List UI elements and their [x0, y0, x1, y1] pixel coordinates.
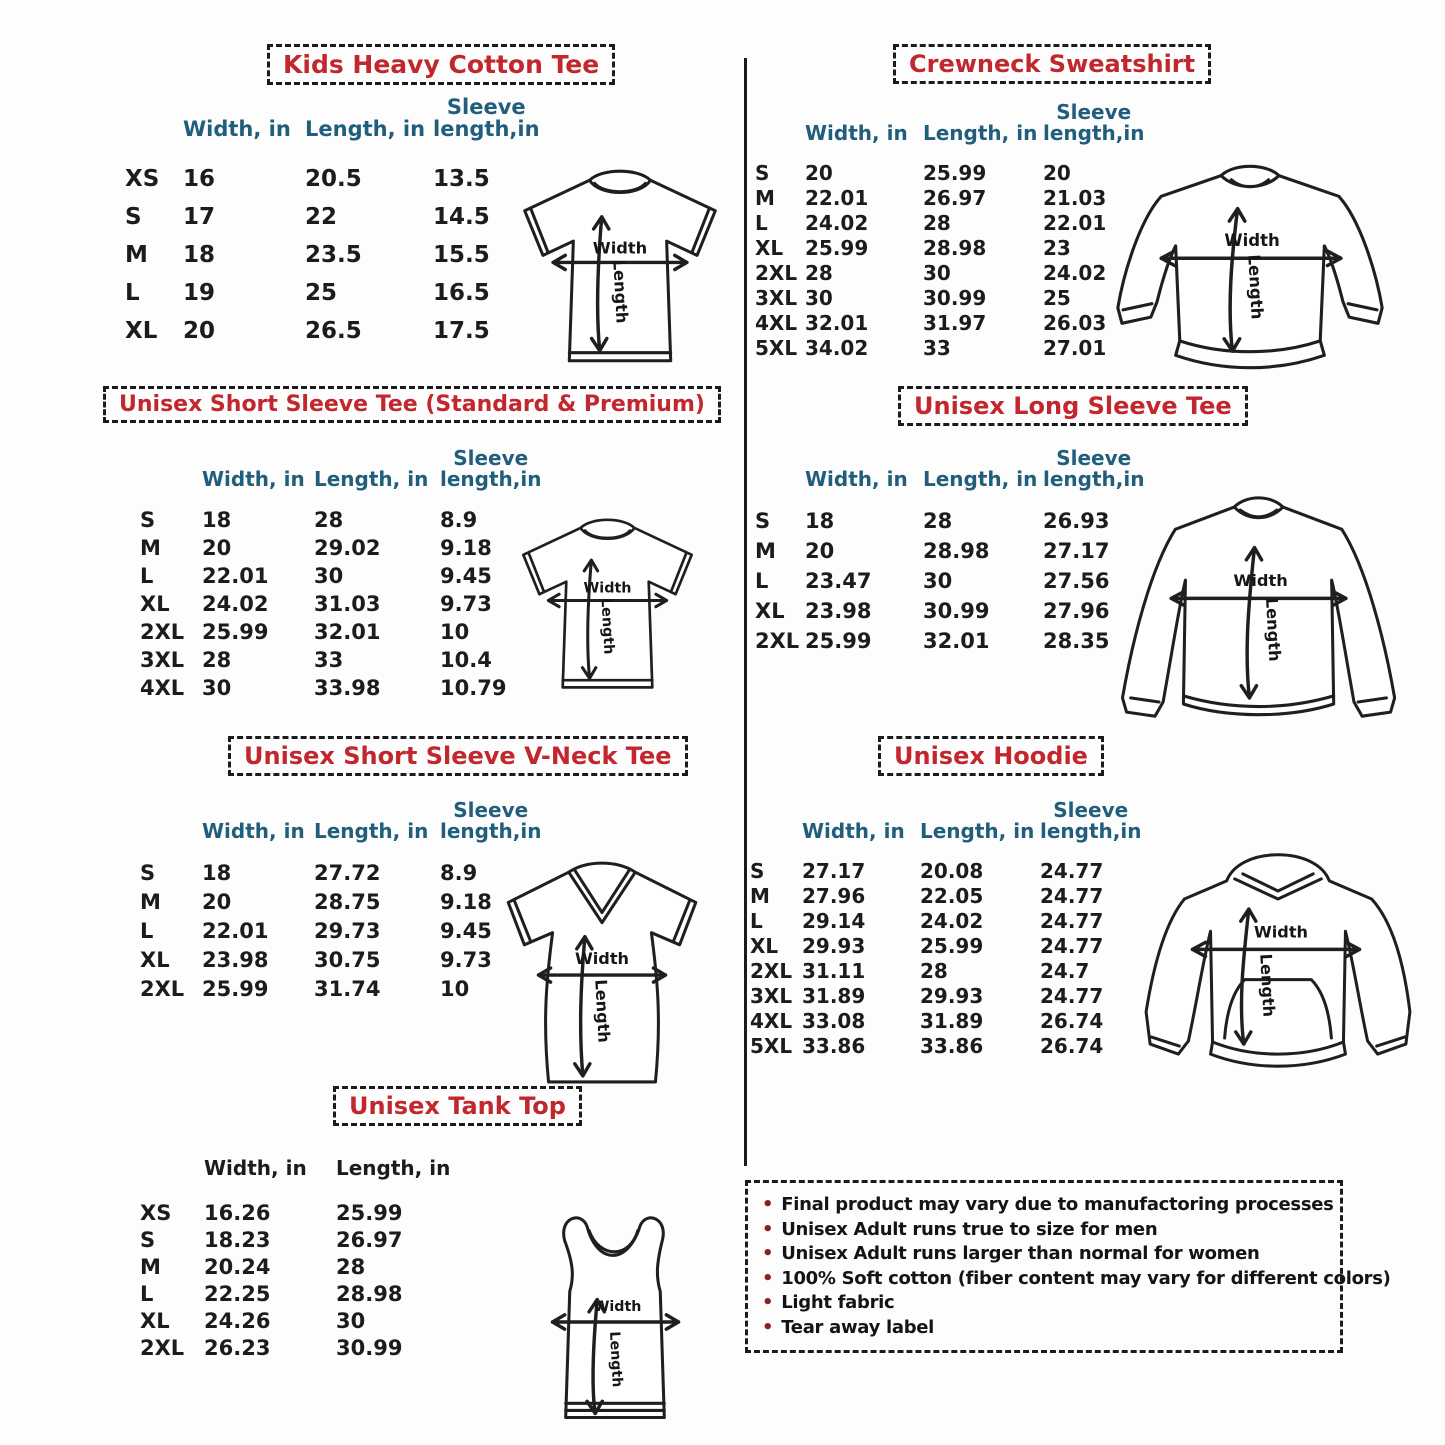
size-value: 22 — [305, 204, 338, 231]
size-value: 20 — [183, 318, 216, 345]
column-header: Length, in — [305, 117, 426, 142]
size-row — [755, 210, 1144, 235]
size-value: 22.01 — [202, 918, 269, 943]
size-value: 22.01 — [202, 564, 269, 588]
size-label: L — [140, 564, 154, 588]
size-table — [140, 1158, 456, 1361]
column-header: Length, in — [314, 819, 429, 843]
size-label: L — [125, 280, 140, 307]
notes-list — [748, 1183, 1391, 1350]
size-value: 30.75 — [314, 947, 381, 972]
size-label: S — [140, 508, 156, 532]
size-value: 28.98 — [923, 539, 990, 563]
size-value: 30.99 — [923, 285, 987, 310]
size-value: 26.97 — [336, 1227, 403, 1252]
length-label: Length — [1262, 597, 1285, 662]
size-row — [755, 596, 1144, 626]
size-row — [750, 908, 1141, 933]
size-label: 2XL — [755, 260, 798, 285]
length-label: Length — [1244, 253, 1267, 320]
size-value: 23.5 — [305, 242, 362, 269]
size-value: 26.74 — [1040, 1033, 1104, 1058]
size-value: 30 — [923, 260, 951, 285]
width-label: Width — [1224, 230, 1280, 250]
column-header: Length, in — [314, 467, 429, 491]
size-value: 24.02 — [920, 908, 984, 933]
size-label: 3XL — [755, 285, 798, 310]
size-value: 10.4 — [440, 648, 492, 672]
size-value: 15.5 — [433, 242, 490, 269]
size-label: M — [750, 883, 770, 908]
size-value: 33.86 — [920, 1033, 984, 1058]
size-table — [125, 96, 540, 350]
size-value: 18 — [805, 509, 835, 533]
size-row — [755, 235, 1144, 260]
size-table — [755, 102, 1144, 360]
size-value: 25.99 — [920, 933, 984, 958]
column-header: Width, in — [204, 1156, 307, 1180]
size-value: 23.47 — [805, 569, 872, 593]
size-value: 31.03 — [314, 592, 381, 616]
size-label: L — [755, 569, 769, 593]
size-row — [125, 312, 540, 350]
size-row — [140, 1334, 456, 1361]
size-value: 9.73 — [440, 592, 492, 616]
size-value: 28 — [920, 958, 948, 983]
size-label: XL — [125, 318, 158, 345]
column-header: Width, in — [183, 117, 291, 142]
tank-top-illustration — [526, 1202, 704, 1445]
size-row — [750, 933, 1141, 958]
size-label: XL — [750, 933, 779, 958]
length-label: Length — [1256, 953, 1279, 1018]
size-value: 28 — [336, 1254, 366, 1279]
section-title: Unisex Long Sleeve Tee — [898, 386, 1248, 426]
size-label: S — [125, 204, 142, 231]
size-value: 30 — [314, 564, 344, 588]
size-value: 31.97 — [923, 310, 987, 335]
size-row — [140, 1199, 456, 1226]
size-row — [755, 185, 1144, 210]
size-label: 2XL — [140, 620, 185, 644]
size-value: 26.03 — [1043, 310, 1107, 335]
section-title: Unisex Short Sleeve V-Neck Tee — [228, 736, 688, 776]
column-header: Length, in — [923, 121, 1038, 145]
size-value: 24.77 — [1040, 983, 1104, 1008]
size-row — [140, 945, 541, 974]
size-label: 2XL — [140, 1335, 185, 1360]
size-value: 27.17 — [802, 858, 866, 883]
size-label: M — [125, 242, 148, 269]
size-value: 28 — [805, 260, 833, 285]
size-value: 24.77 — [1040, 908, 1104, 933]
column-header: Sleeve length,in — [1043, 446, 1145, 491]
size-table — [750, 800, 1141, 1058]
section-title: Unisex Short Sleeve Tee (Standard & Premium) — [103, 386, 721, 423]
size-value: 20 — [1043, 160, 1071, 185]
size-value: 19 — [183, 280, 216, 307]
size-value: 23.98 — [202, 947, 269, 972]
size-row — [755, 285, 1144, 310]
size-label: S — [755, 160, 770, 185]
column-header: Width, in — [805, 121, 908, 145]
width-label: Width — [1233, 571, 1288, 591]
size-label: L — [750, 908, 763, 933]
size-value: 27.96 — [1043, 599, 1110, 623]
garment-outline — [508, 863, 696, 1082]
product-notes-box — [745, 1180, 1391, 1353]
size-value: 27.56 — [1043, 569, 1110, 593]
size-value: 33 — [314, 648, 344, 672]
size-value: 28 — [923, 509, 953, 533]
size-value: 9.73 — [440, 947, 492, 972]
size-row — [140, 1226, 456, 1253]
size-value: 30.99 — [923, 599, 990, 623]
size-label: 5XL — [750, 1033, 793, 1058]
size-table — [755, 448, 1144, 656]
size-label: S — [750, 858, 765, 883]
size-value: 20 — [805, 539, 835, 563]
column-header: Sleeve length,in — [1043, 100, 1145, 145]
size-value: 9.18 — [440, 536, 492, 560]
column-header: Length, in — [920, 819, 1035, 843]
size-value: 30 — [336, 1308, 366, 1333]
column-header: Length, in — [923, 467, 1038, 491]
size-value: 18.23 — [204, 1227, 271, 1252]
size-row — [140, 974, 541, 1003]
size-value: 28.75 — [314, 889, 381, 914]
width-label: Width — [592, 238, 648, 258]
size-value: 18 — [202, 508, 232, 532]
size-value: 28.35 — [1043, 629, 1110, 653]
size-value: 10 — [440, 976, 470, 1001]
size-value: 33.86 — [802, 1033, 866, 1058]
size-value: 10.79 — [440, 676, 507, 700]
size-label: M — [755, 185, 775, 210]
column-header: Width, in — [805, 467, 908, 491]
length-label: Length — [609, 259, 632, 324]
column-header: Length, in — [336, 1156, 451, 1180]
size-label: 2XL — [755, 629, 800, 653]
size-label: XL — [755, 235, 784, 260]
size-label: L — [140, 1281, 154, 1306]
column-header: Sleeve length,in — [1040, 798, 1142, 843]
length-label: Length — [591, 978, 614, 1044]
size-value: 30 — [923, 569, 953, 593]
section-title: Crewneck Sweatshirt — [893, 44, 1211, 84]
size-value: 17.5 — [433, 318, 490, 345]
section-title: Unisex Tank Top — [333, 1086, 582, 1126]
size-value: 32.01 — [923, 629, 990, 653]
size-value: 28 — [923, 210, 951, 235]
section-title: Kids Heavy Cotton Tee — [267, 44, 615, 85]
size-value: 22.01 — [1043, 210, 1107, 235]
size-row — [125, 198, 540, 236]
size-value: 9.45 — [440, 918, 492, 943]
length-label: Length — [605, 1331, 625, 1388]
width-label: Width — [593, 1298, 642, 1315]
tee-illustration — [498, 158, 742, 376]
size-label: XL — [140, 947, 170, 972]
size-value: 24.02 — [1043, 260, 1107, 285]
size-label: M — [755, 539, 776, 563]
width-label: Width — [1254, 922, 1309, 942]
size-row — [140, 1280, 456, 1307]
size-label: L — [140, 918, 154, 943]
size-row — [755, 160, 1144, 185]
size-value: 27.01 — [1043, 335, 1107, 360]
size-value: 31.89 — [802, 983, 866, 1008]
column-header: Width, in — [202, 819, 305, 843]
size-row — [140, 590, 541, 618]
size-value: 14.5 — [433, 204, 490, 231]
size-value: 33 — [923, 335, 951, 360]
size-row — [140, 887, 541, 916]
size-value: 16.5 — [433, 280, 490, 307]
size-value: 29.14 — [802, 908, 866, 933]
size-value: 22.01 — [805, 185, 869, 210]
length-label: Length — [597, 597, 617, 655]
size-label: S — [140, 860, 156, 885]
size-value: 25.99 — [805, 629, 872, 653]
size-value: 8.9 — [440, 508, 478, 532]
note-item: • Light fabric — [762, 1291, 1326, 1316]
size-value: 25 — [1043, 285, 1071, 310]
size-value: 25.99 — [202, 976, 269, 1001]
size-label: M — [140, 536, 161, 560]
size-row — [750, 1033, 1141, 1058]
size-row — [125, 160, 540, 198]
size-value: 8.9 — [440, 860, 478, 885]
size-value: 31.74 — [314, 976, 381, 1001]
column-header: Sleeve length,in — [440, 798, 542, 843]
size-label: S — [755, 509, 771, 533]
size-value: 26.5 — [305, 318, 362, 345]
size-table — [140, 448, 541, 702]
garment-outline — [1122, 498, 1394, 716]
size-value: 18 — [183, 242, 216, 269]
size-value: 24.26 — [204, 1308, 271, 1333]
size-value: 25.99 — [202, 620, 269, 644]
size-value: 29.02 — [314, 536, 381, 560]
size-value: 20.24 — [204, 1254, 271, 1279]
size-value: 30 — [202, 676, 232, 700]
size-value: 24.7 — [1040, 958, 1090, 983]
size-label: 5XL — [755, 335, 798, 360]
size-value: 33.98 — [314, 676, 381, 700]
size-row — [140, 1253, 456, 1280]
size-label: XL — [140, 1308, 170, 1333]
hoodie-illustration — [1132, 842, 1424, 1090]
size-row — [140, 674, 541, 702]
size-value: 33.08 — [802, 1008, 866, 1033]
size-value: 20.08 — [920, 858, 984, 883]
size-value: 16.26 — [204, 1200, 271, 1225]
size-value: 29.73 — [314, 918, 381, 943]
note-item: • Unisex Adult runs true to size for men — [762, 1218, 1326, 1243]
size-row — [140, 506, 541, 534]
size-label: M — [140, 1254, 161, 1279]
size-value: 9.45 — [440, 564, 492, 588]
size-row — [755, 260, 1144, 285]
size-value: 24.02 — [202, 592, 269, 616]
size-row — [140, 1307, 456, 1334]
size-value: 24.02 — [805, 210, 869, 235]
size-value: 22.05 — [920, 883, 984, 908]
size-label: 2XL — [750, 958, 793, 983]
size-value: 16 — [183, 166, 216, 193]
size-value: 21.03 — [1043, 185, 1107, 210]
size-value: 32.01 — [314, 620, 381, 644]
size-row — [755, 335, 1144, 360]
size-value: 28.98 — [336, 1281, 403, 1306]
size-value: 27.72 — [314, 860, 381, 885]
size-label: 3XL — [140, 648, 185, 672]
size-value: 25.99 — [805, 235, 869, 260]
size-label: M — [140, 889, 161, 914]
size-value: 20 — [202, 889, 232, 914]
size-value: 20.5 — [305, 166, 362, 193]
size-label: 4XL — [750, 1008, 793, 1033]
size-label: 4XL — [140, 676, 185, 700]
size-label: XS — [140, 1200, 172, 1225]
size-label: L — [755, 210, 768, 235]
size-value: 20 — [202, 536, 232, 560]
size-value: 31.11 — [802, 958, 866, 983]
column-header: Sleeve length,in — [440, 446, 542, 491]
size-row — [125, 236, 540, 274]
width-label: Width — [583, 580, 632, 597]
size-value: 25 — [305, 280, 338, 307]
size-value: 10 — [440, 620, 470, 644]
size-table — [140, 800, 541, 1003]
size-row — [140, 916, 541, 945]
size-row — [140, 562, 541, 590]
size-row — [750, 958, 1141, 983]
size-row — [750, 983, 1141, 1008]
size-value: 24.77 — [1040, 933, 1104, 958]
size-row — [125, 274, 540, 312]
column-header: Width, in — [202, 467, 305, 491]
size-value: 27.17 — [1043, 539, 1110, 563]
size-row — [750, 858, 1141, 883]
size-row — [755, 536, 1144, 566]
garment-outline — [564, 1218, 665, 1418]
size-value: 28 — [202, 648, 232, 672]
size-value: 31.89 — [920, 1008, 984, 1033]
size-value: 18 — [202, 860, 232, 885]
size-label: XS — [125, 166, 160, 193]
size-value: 20 — [805, 160, 833, 185]
column-divider-line — [744, 58, 747, 1166]
size-value: 29.93 — [802, 933, 866, 958]
size-row — [755, 566, 1144, 596]
size-value: 30.99 — [336, 1335, 403, 1360]
vneck-tee-illustration — [486, 848, 718, 1090]
size-value: 25.99 — [923, 160, 987, 185]
size-value: 22.25 — [204, 1281, 271, 1306]
size-value: 26.93 — [1043, 509, 1110, 533]
size-value: 27.96 — [802, 883, 866, 908]
garment-outline — [1146, 855, 1410, 1054]
size-row — [750, 883, 1141, 908]
size-value: 28 — [314, 508, 344, 532]
size-row — [140, 534, 541, 562]
size-value: 34.02 — [805, 335, 869, 360]
column-header: Width, in — [802, 819, 905, 843]
note-item: • 100% Soft cotton (fiber content may vary for different colors) — [762, 1267, 1326, 1292]
size-row — [755, 626, 1144, 656]
crewneck-illustration — [1092, 155, 1408, 377]
column-header: Sleeve length,in — [433, 95, 540, 142]
size-label: 2XL — [140, 976, 185, 1001]
size-value: 28.98 — [923, 235, 987, 260]
size-value: 25.99 — [336, 1200, 403, 1225]
size-value: 26.97 — [923, 185, 987, 210]
size-label: 4XL — [755, 310, 798, 335]
size-value: 24.77 — [1040, 858, 1104, 883]
section-title: Unisex Hoodie — [878, 736, 1104, 776]
size-value: 32.01 — [805, 310, 869, 335]
note-item: • Final product may vary due to manufactoring processes — [762, 1193, 1326, 1218]
size-label: 3XL — [750, 983, 793, 1008]
long-sleeve-tee-illustration — [1090, 482, 1420, 727]
note-item: • Tear away label — [762, 1316, 1326, 1341]
width-label: Width — [574, 948, 630, 968]
size-label: S — [140, 1227, 156, 1252]
size-value: 23.98 — [805, 599, 872, 623]
size-row — [140, 646, 541, 674]
size-value: 17 — [183, 204, 216, 231]
size-value: 26.74 — [1040, 1008, 1104, 1033]
tee-illustration — [500, 492, 715, 717]
size-value: 24.77 — [1040, 883, 1104, 908]
size-value: 9.18 — [440, 889, 492, 914]
size-value: 13.5 — [433, 166, 490, 193]
note-item: • Unisex Adult runs larger than normal for women — [762, 1242, 1326, 1267]
size-row — [755, 506, 1144, 536]
size-value: 26.23 — [204, 1335, 271, 1360]
size-row — [750, 1008, 1141, 1033]
size-label: XL — [755, 599, 785, 623]
size-value: 23 — [1043, 235, 1071, 260]
size-label: XL — [140, 592, 170, 616]
size-value: 29.93 — [920, 983, 984, 1008]
size-row — [755, 310, 1144, 335]
size-row — [140, 618, 541, 646]
size-row — [140, 858, 541, 887]
size-value: 30 — [805, 285, 833, 310]
